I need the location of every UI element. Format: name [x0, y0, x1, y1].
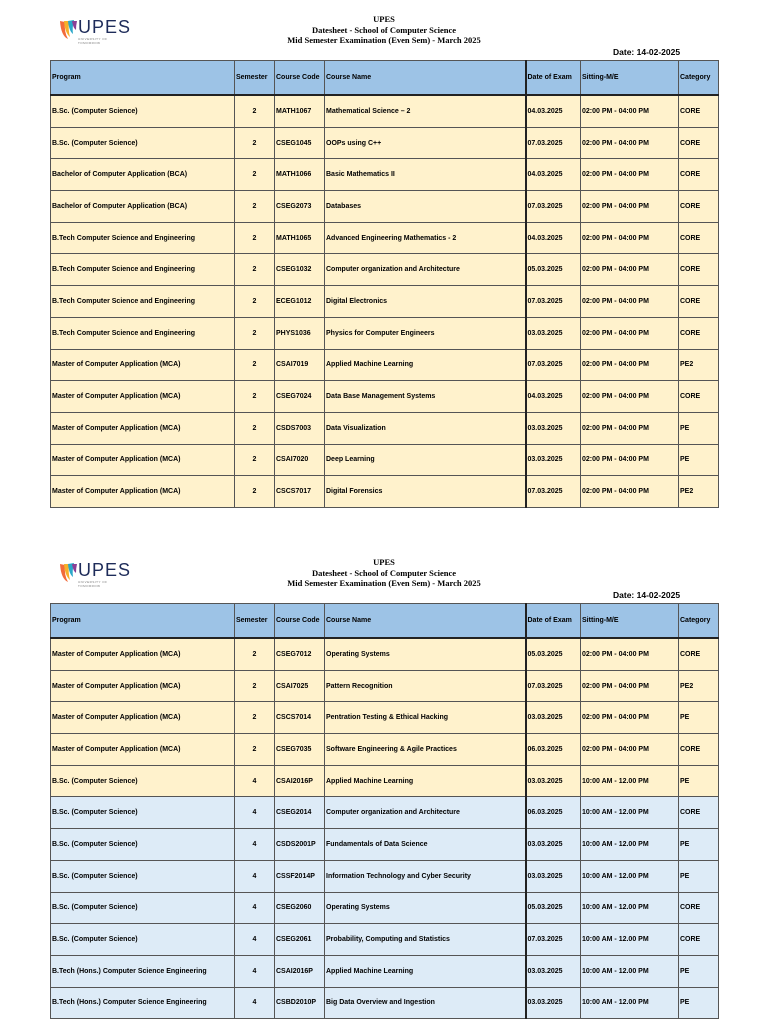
- category-cell: PE: [679, 702, 719, 734]
- exam-date-cell: 03.03.2025: [526, 860, 581, 892]
- table-row: [51, 444, 719, 476]
- category-cell: PE2: [679, 349, 719, 381]
- issue-date: Date: 14-02-2025: [613, 590, 681, 600]
- course-name-cell: Physics for Computer Engineers: [325, 317, 526, 349]
- category-cell: CORE: [679, 638, 719, 670]
- table-row: [51, 829, 719, 861]
- sitting-cell: 02:00 PM - 04:00 PM: [581, 95, 679, 127]
- course-code-cell: CSAI2016P: [275, 955, 325, 987]
- course-code-cell: PHYS1036: [275, 317, 325, 349]
- exam-date-cell: 05.03.2025: [526, 254, 581, 286]
- course-name-cell: OOPs using C++: [325, 127, 526, 159]
- course-name-cell: Operating Systems: [325, 892, 526, 924]
- exam-date-cell: 07.03.2025: [526, 924, 581, 956]
- sitting-cell: 02:00 PM - 04:00 PM: [581, 254, 679, 286]
- category-cell: CORE: [679, 381, 719, 413]
- semester-cell: 2: [235, 476, 275, 508]
- course-code-cell: CSDS2001P: [275, 829, 325, 861]
- course-code-cell: CSEG1032: [275, 254, 325, 286]
- category-cell: CORE: [679, 892, 719, 924]
- course-name-cell: Databases: [325, 191, 526, 223]
- col-semester-header: Semester: [235, 604, 275, 639]
- logo-tagline: UNIVERSITY OF TOMORROW: [78, 580, 108, 588]
- semester-cell: 4: [235, 924, 275, 956]
- exam-date-cell: 06.03.2025: [526, 734, 581, 766]
- table-row: [51, 924, 719, 956]
- category-cell: PE: [679, 412, 719, 444]
- course-name-cell: Deep Learning: [325, 444, 526, 476]
- sitting-cell: 02:00 PM - 04:00 PM: [581, 381, 679, 413]
- category-cell: PE: [679, 955, 719, 987]
- exam-date-cell: 07.03.2025: [526, 670, 581, 702]
- col-program-header: Program: [51, 61, 235, 96]
- program-cell: B.Sc. (Computer Science): [51, 765, 235, 797]
- course-name-cell: Digital Forensics: [325, 476, 526, 508]
- sitting-cell: 10:00 AM - 12.00 PM: [581, 797, 679, 829]
- sitting-cell: 02:00 PM - 04:00 PM: [581, 702, 679, 734]
- course-name-cell: Applied Machine Learning: [325, 765, 526, 797]
- semester-cell: 2: [235, 222, 275, 254]
- sitting-cell: 10:00 AM - 12.00 PM: [581, 765, 679, 797]
- exam-date-cell: 03.03.2025: [526, 765, 581, 797]
- program-cell: Bachelor of Computer Application (BCA): [51, 191, 235, 223]
- course-name-cell: Pattern Recognition: [325, 670, 526, 702]
- course-code-cell: CSCS7014: [275, 702, 325, 734]
- sitting-cell: 10:00 AM - 12.00 PM: [581, 860, 679, 892]
- course-code-cell: CSAI7020: [275, 444, 325, 476]
- table-row: [51, 95, 719, 127]
- exam-date-cell: 07.03.2025: [526, 476, 581, 508]
- table-row: [51, 797, 719, 829]
- sitting-cell: 02:00 PM - 04:00 PM: [581, 159, 679, 191]
- heading-line-2: Datesheet - School of Computer Science: [311, 24, 457, 35]
- category-cell: PE: [679, 829, 719, 861]
- exam-date-cell: 05.03.2025: [526, 892, 581, 924]
- program-cell: Master of Computer Application (MCA): [51, 349, 235, 381]
- program-cell: B.Sc. (Computer Science): [51, 924, 235, 956]
- category-cell: PE: [679, 765, 719, 797]
- table-header-row: [51, 604, 719, 639]
- heading-line-1: UPES: [373, 557, 395, 567]
- program-cell: Master of Computer Application (MCA): [51, 381, 235, 413]
- course-code-cell: CSEG7024: [275, 381, 325, 413]
- course-code-cell: CSEG1045: [275, 127, 325, 159]
- program-cell: B.Sc. (Computer Science): [51, 892, 235, 924]
- semester-cell: 2: [235, 412, 275, 444]
- page-heading: [0, 557, 768, 589]
- category-cell: CORE: [679, 127, 719, 159]
- sitting-cell: 10:00 AM - 12.00 PM: [581, 955, 679, 987]
- col-date-header: Date of Exam: [526, 61, 581, 96]
- course-name-cell: Applied Machine Learning: [325, 955, 526, 987]
- table-row: [51, 765, 719, 797]
- sitting-cell: 10:00 AM - 12.00 PM: [581, 987, 679, 1019]
- semester-cell: 2: [235, 670, 275, 702]
- col-code-header: Course Code: [275, 61, 325, 96]
- exam-date-cell: 07.03.2025: [526, 127, 581, 159]
- table-row: [51, 191, 719, 223]
- category-cell: CORE: [679, 734, 719, 766]
- program-cell: Master of Computer Application (MCA): [51, 670, 235, 702]
- table-row: [51, 127, 719, 159]
- course-code-cell: CSEG2073: [275, 191, 325, 223]
- table-row: [51, 412, 719, 444]
- page-heading: [0, 14, 768, 46]
- table-row: [51, 159, 719, 191]
- table-row: [51, 987, 719, 1019]
- course-name-cell: Fundamentals of Data Science: [325, 829, 526, 861]
- sitting-cell: 02:00 PM - 04:00 PM: [581, 412, 679, 444]
- semester-cell: 4: [235, 829, 275, 861]
- course-name-cell: Mathematical Science – 2: [325, 95, 526, 127]
- category-cell: CORE: [679, 159, 719, 191]
- exam-date-cell: 04.03.2025: [526, 222, 581, 254]
- semester-cell: 2: [235, 317, 275, 349]
- program-cell: Master of Computer Application (MCA): [51, 476, 235, 508]
- semester-cell: 4: [235, 765, 275, 797]
- exam-date-cell: 03.03.2025: [526, 444, 581, 476]
- course-code-cell: MATH1066: [275, 159, 325, 191]
- category-cell: PE: [679, 860, 719, 892]
- sitting-cell: 02:00 PM - 04:00 PM: [581, 476, 679, 508]
- semester-cell: 4: [235, 892, 275, 924]
- semester-cell: 2: [235, 254, 275, 286]
- col-sitting-header: Sitting-M/E: [581, 604, 679, 639]
- category-cell: PE: [679, 444, 719, 476]
- course-code-cell: CSEG2061: [275, 924, 325, 956]
- sitting-cell: 02:00 PM - 04:00 PM: [581, 670, 679, 702]
- heading-line-1: UPES: [373, 14, 395, 24]
- semester-cell: 2: [235, 638, 275, 670]
- course-name-cell: Computer organization and Architecture: [325, 797, 526, 829]
- category-cell: CORE: [679, 254, 719, 286]
- course-code-cell: CSSF2014P: [275, 860, 325, 892]
- course-name-cell: Operating Systems: [325, 638, 526, 670]
- exam-date-cell: 07.03.2025: [526, 286, 581, 318]
- table-row: [51, 860, 719, 892]
- table-row: [51, 317, 719, 349]
- datesheet-table-1: [50, 60, 719, 508]
- sitting-cell: 10:00 AM - 12.00 PM: [581, 829, 679, 861]
- course-name-cell: Digital Electronics: [325, 286, 526, 318]
- course-code-cell: CSEG2014: [275, 797, 325, 829]
- col-sitting-header: Sitting-M/E: [581, 61, 679, 96]
- sitting-cell: 02:00 PM - 04:00 PM: [581, 317, 679, 349]
- course-code-cell: CSAI7025: [275, 670, 325, 702]
- course-name-cell: Advanced Engineering Mathematics - 2: [325, 222, 526, 254]
- exam-date-cell: 05.03.2025: [526, 638, 581, 670]
- course-name-cell: Probability, Computing and Statistics: [325, 924, 526, 956]
- col-name-header: Course Name: [325, 61, 526, 96]
- program-cell: B.Sc. (Computer Science): [51, 860, 235, 892]
- exam-date-cell: 04.03.2025: [526, 159, 581, 191]
- program-cell: B.Sc. (Computer Science): [51, 95, 235, 127]
- course-name-cell: Computer organization and Architecture: [325, 254, 526, 286]
- heading-line-3: Mid Semester Examination (Even Sem) - March 2025: [287, 578, 481, 588]
- logo-wordmark: UPES: [78, 560, 132, 580]
- semester-cell: 4: [235, 987, 275, 1019]
- table-row: [51, 638, 719, 670]
- sitting-cell: 02:00 PM - 04:00 PM: [581, 191, 679, 223]
- datesheet-table-2: [50, 603, 719, 1019]
- semester-cell: 2: [235, 191, 275, 223]
- program-cell: B.Tech (Hons.) Computer Science Engineering: [51, 955, 235, 987]
- program-cell: B.Tech Computer Science and Engineering: [51, 254, 235, 286]
- category-cell: CORE: [679, 924, 719, 956]
- course-code-cell: CSEG7012: [275, 638, 325, 670]
- course-code-cell: ECEG1012: [275, 286, 325, 318]
- course-code-cell: CSBD2010P: [275, 987, 325, 1019]
- semester-cell: 2: [235, 734, 275, 766]
- heading-line-3: Mid Semester Examination (Even Sem) - March 2025: [287, 35, 481, 45]
- course-name-cell: Basic Mathematics II: [325, 159, 526, 191]
- exam-date-cell: 03.03.2025: [526, 829, 581, 861]
- program-cell: Master of Computer Application (MCA): [51, 444, 235, 476]
- course-name-cell: Data Visualization: [325, 412, 526, 444]
- semester-cell: 4: [235, 860, 275, 892]
- course-code-cell: CSDS7003: [275, 412, 325, 444]
- col-date-header: Date of Exam: [526, 604, 581, 639]
- program-cell: B.Tech Computer Science and Engineering: [51, 317, 235, 349]
- category-cell: CORE: [679, 95, 719, 127]
- program-cell: B.Tech Computer Science and Engineering: [51, 286, 235, 318]
- exam-date-cell: 07.03.2025: [526, 191, 581, 223]
- semester-cell: 2: [235, 159, 275, 191]
- heading-line-2: Datesheet - School of Computer Science: [311, 567, 457, 578]
- exam-date-cell: 03.03.2025: [526, 317, 581, 349]
- sitting-cell: 10:00 AM - 12.00 PM: [581, 892, 679, 924]
- category-cell: CORE: [679, 317, 719, 349]
- semester-cell: 2: [235, 702, 275, 734]
- exam-date-cell: 06.03.2025: [526, 797, 581, 829]
- program-cell: Master of Computer Application (MCA): [51, 702, 235, 734]
- col-category-header: Category: [679, 61, 719, 96]
- course-code-cell: MATH1065: [275, 222, 325, 254]
- semester-cell: 4: [235, 797, 275, 829]
- semester-cell: 2: [235, 381, 275, 413]
- semester-cell: 2: [235, 286, 275, 318]
- semester-cell: 2: [235, 127, 275, 159]
- issue-date: Date: 14-02-2025: [613, 47, 681, 57]
- course-code-cell: CSAI2016P: [275, 765, 325, 797]
- table-row: [51, 254, 719, 286]
- sitting-cell: 02:00 PM - 04:00 PM: [581, 638, 679, 670]
- program-cell: Master of Computer Application (MCA): [51, 412, 235, 444]
- course-name-cell: Data Base Management Systems: [325, 381, 526, 413]
- course-name-cell: Applied Machine Learning: [325, 349, 526, 381]
- program-cell: B.Tech (Hons.) Computer Science Engineering: [51, 987, 235, 1019]
- sitting-cell: 02:00 PM - 04:00 PM: [581, 444, 679, 476]
- category-cell: PE2: [679, 476, 719, 508]
- semester-cell: 4: [235, 955, 275, 987]
- table-row: [51, 892, 719, 924]
- course-code-cell: CSEG2060: [275, 892, 325, 924]
- program-cell: B.Tech Computer Science and Engineering: [51, 222, 235, 254]
- category-cell: CORE: [679, 797, 719, 829]
- logo-wordmark: UPES: [78, 17, 132, 37]
- exam-date-cell: 03.03.2025: [526, 412, 581, 444]
- sitting-cell: 02:00 PM - 04:00 PM: [581, 349, 679, 381]
- course-name-cell: Big Data Overview and Ingestion: [325, 987, 526, 1019]
- semester-cell: 2: [235, 349, 275, 381]
- program-cell: Master of Computer Application (MCA): [51, 734, 235, 766]
- program-cell: Master of Computer Application (MCA): [51, 638, 235, 670]
- col-code-header: Course Code: [275, 604, 325, 639]
- exam-date-cell: 04.03.2025: [526, 95, 581, 127]
- course-name-cell: Pentration Testing & Ethical Hacking: [325, 702, 526, 734]
- table-row: [51, 734, 719, 766]
- sitting-cell: 02:00 PM - 04:00 PM: [581, 127, 679, 159]
- table-row: [51, 286, 719, 318]
- program-cell: B.Sc. (Computer Science): [51, 829, 235, 861]
- table-row: [51, 702, 719, 734]
- exam-date-cell: 07.03.2025: [526, 349, 581, 381]
- program-cell: Bachelor of Computer Application (BCA): [51, 159, 235, 191]
- logo-tagline: UNIVERSITY OF TOMORROW: [78, 37, 108, 45]
- course-name-cell: Software Engineering & Agile Practices: [325, 734, 526, 766]
- category-cell: CORE: [679, 191, 719, 223]
- semester-cell: 2: [235, 444, 275, 476]
- semester-cell: 2: [235, 95, 275, 127]
- course-code-cell: CSEG7035: [275, 734, 325, 766]
- table-row: [51, 222, 719, 254]
- sitting-cell: 02:00 PM - 04:00 PM: [581, 222, 679, 254]
- table-row: [51, 955, 719, 987]
- table-row: [51, 381, 719, 413]
- table-row: [51, 476, 719, 508]
- exam-date-cell: 04.03.2025: [526, 381, 581, 413]
- program-cell: B.Sc. (Computer Science): [51, 797, 235, 829]
- col-category-header: Category: [679, 604, 719, 639]
- col-semester-header: Semester: [235, 61, 275, 96]
- course-code-cell: MATH1067: [275, 95, 325, 127]
- course-code-cell: CSAI7019: [275, 349, 325, 381]
- sitting-cell: 02:00 PM - 04:00 PM: [581, 734, 679, 766]
- exam-date-cell: 03.03.2025: [526, 987, 581, 1019]
- course-code-cell: CSCS7017: [275, 476, 325, 508]
- col-program-header: Program: [51, 604, 235, 639]
- category-cell: PE2: [679, 670, 719, 702]
- course-name-cell: Information Technology and Cyber Security: [325, 860, 526, 892]
- table-header-row: [51, 61, 719, 96]
- table-row: [51, 670, 719, 702]
- category-cell: CORE: [679, 222, 719, 254]
- category-cell: CORE: [679, 286, 719, 318]
- exam-date-cell: 03.03.2025: [526, 955, 581, 987]
- col-name-header: Course Name: [325, 604, 526, 639]
- exam-date-cell: 03.03.2025: [526, 702, 581, 734]
- sitting-cell: 02:00 PM - 04:00 PM: [581, 286, 679, 318]
- program-cell: B.Sc. (Computer Science): [51, 127, 235, 159]
- category-cell: PE: [679, 987, 719, 1019]
- table-row: [51, 349, 719, 381]
- sitting-cell: 10:00 AM - 12.00 PM: [581, 924, 679, 956]
